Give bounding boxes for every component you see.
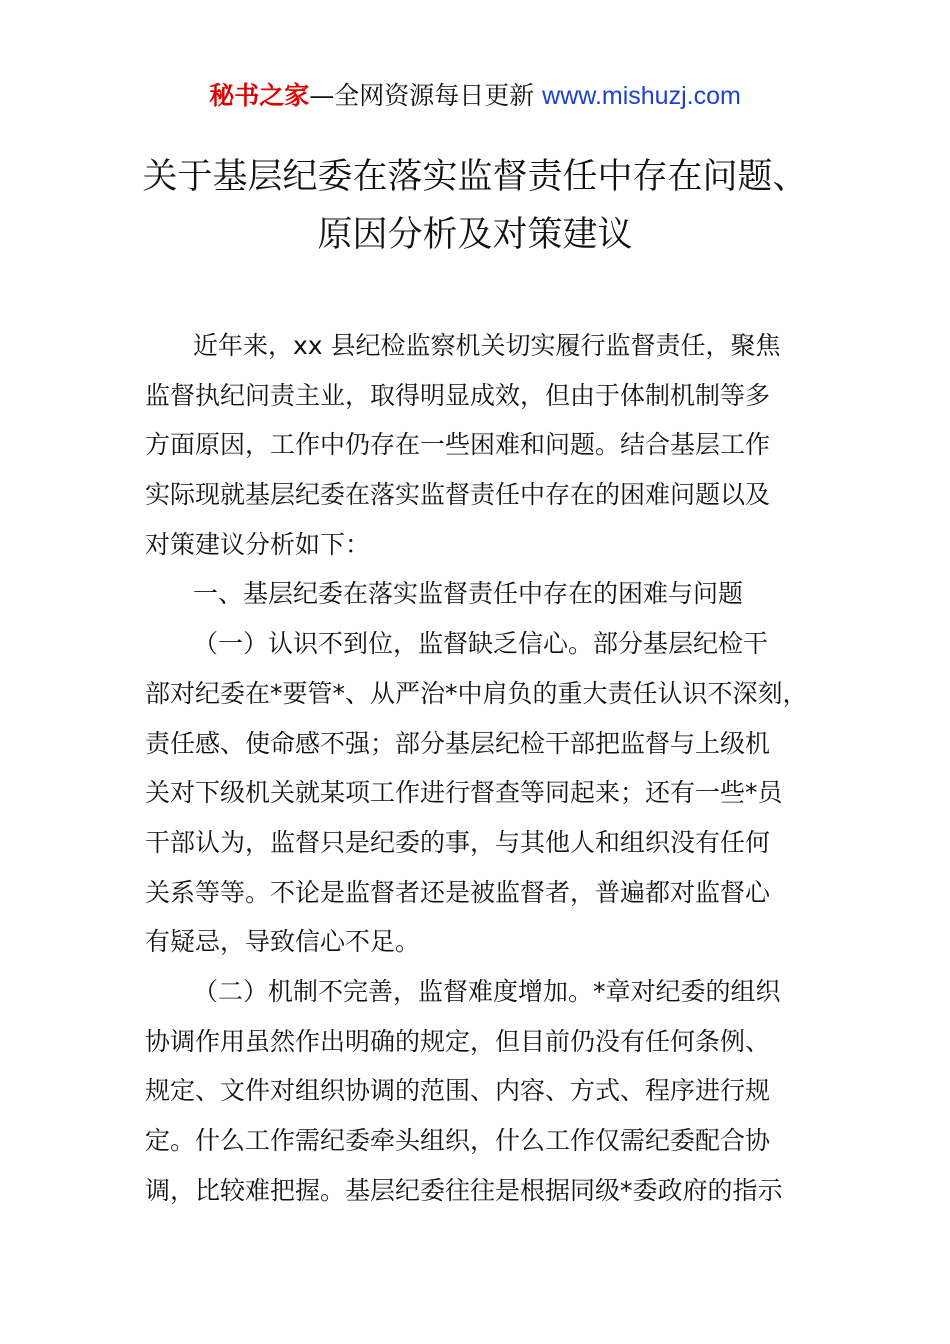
paragraph-line: 关对下级机关就某项工作进行督查等同起来；还有一些*员 bbox=[145, 778, 783, 808]
paragraph-line: 监督执纪问责主业，取得明显成效，但由于体制机制等多 bbox=[145, 380, 771, 410]
paragraph-line: 方面原因，工作中仍存在一些困难和问题。结合基层工作 bbox=[145, 430, 771, 460]
title-line-1: 关于基层纪委在落实监督责任中存在问题、 bbox=[142, 157, 808, 197]
section-heading: 一、基层纪委在落实监督责任中存在的困难与问题 bbox=[193, 579, 744, 609]
paragraph-line: 调，比较难把握。基层纪委往往是根据同级*委政府的指示 bbox=[145, 1175, 783, 1205]
site-tagline: —全网资源每日更新 bbox=[309, 81, 543, 110]
paragraph-line: 干部认为，监督只是纪委的事，与其他人和组织没有任何 bbox=[145, 827, 771, 857]
paragraph-line: （一）认识不到位，监督缺乏信心。部分基层纪检干 bbox=[193, 629, 769, 659]
paragraph-line: 实际现就基层纪委在落实监督责任中存在的困难问题以及 bbox=[145, 480, 771, 510]
document-title bbox=[0, 148, 950, 264]
paragraph-line: 定。什么工作需纪委牵头组织，什么工作仅需纪委配合协 bbox=[145, 1126, 771, 1155]
site-name: 秘书之家 bbox=[209, 81, 310, 110]
paragraph-line: 规定、文件对组织协调的范围、内容、方式、程序进行规 bbox=[145, 1076, 771, 1106]
paragraph-line: 责任感、使命感不强；部分基层纪检干部把监督与上级机 bbox=[145, 728, 771, 758]
paragraph-line: 协调作用虽然作出明确的规定，但目前仍没有任何条例、 bbox=[145, 1026, 771, 1056]
paragraph-line: 关系等等。不论是监督者还是被监督者，普遍都对监督心 bbox=[145, 877, 771, 907]
paragraph-line: 部对纪委在*要管*、从严治*中肩负的重大责任认识不深刻， bbox=[145, 678, 808, 708]
paragraph-line: （二）机制不完善，监督难度增加。*章对纪委的组织 bbox=[193, 976, 781, 1006]
paragraph-line: 有疑忌，导致信心不足。 bbox=[145, 927, 421, 957]
site-url-link[interactable]: www.mishuzj.com bbox=[542, 82, 741, 110]
paragraph-line: 对策建议分析如下： bbox=[145, 529, 371, 559]
document-body bbox=[145, 321, 810, 1215]
document-header bbox=[0, 78, 950, 114]
paragraph-line: 近年来，xx 县纪检监察机关切实履行监督责任，聚焦 bbox=[193, 331, 781, 360]
title-line-2: 原因分析及对策建议 bbox=[317, 215, 633, 255]
